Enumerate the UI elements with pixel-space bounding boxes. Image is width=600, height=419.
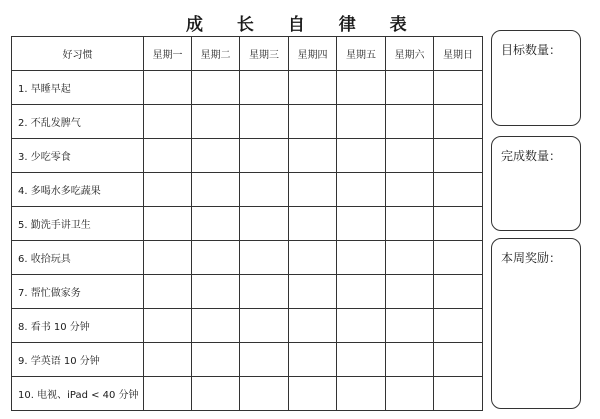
check-cell-mon[interactable]	[144, 71, 192, 105]
check-cell-sat[interactable]	[386, 241, 434, 275]
check-cell-sat[interactable]	[386, 71, 434, 105]
completed-count-box	[491, 136, 581, 231]
check-cell-mon[interactable]	[144, 241, 192, 275]
habit-row	[12, 71, 483, 105]
weekly-reward-label: 本周奖励：	[501, 251, 562, 265]
habit-row	[12, 105, 483, 139]
day-header-sat: 星期六	[386, 37, 434, 71]
check-cell-tue[interactable]	[192, 105, 240, 139]
check-cell-tue[interactable]	[192, 377, 240, 411]
check-cell-thu[interactable]	[289, 173, 337, 207]
check-cell-sun[interactable]	[434, 343, 483, 377]
check-cell-sun[interactable]	[434, 139, 483, 173]
habit-row	[12, 241, 483, 275]
check-cell-sat[interactable]	[386, 173, 434, 207]
check-cell-thu[interactable]	[289, 207, 337, 241]
day-header-wed: 星期三	[240, 37, 289, 71]
check-cell-thu[interactable]	[289, 309, 337, 343]
check-cell-sat[interactable]	[386, 105, 434, 139]
weekly-reward-box	[491, 238, 581, 409]
check-cell-tue[interactable]	[192, 139, 240, 173]
completed-count-label: 完成数量：	[501, 149, 562, 163]
check-cell-sun[interactable]	[434, 173, 483, 207]
check-cell-wed[interactable]	[240, 241, 289, 275]
habit-row	[12, 309, 483, 343]
check-cell-wed[interactable]	[240, 71, 289, 105]
check-cell-wed[interactable]	[240, 343, 289, 377]
habit-label: 7. 帮忙做家务	[12, 275, 144, 309]
check-cell-fri[interactable]	[337, 275, 386, 309]
check-cell-sat[interactable]	[386, 377, 434, 411]
check-cell-fri[interactable]	[337, 343, 386, 377]
habit-row	[12, 207, 483, 241]
check-cell-fri[interactable]	[337, 71, 386, 105]
day-header-sun: 星期日	[434, 37, 483, 71]
check-cell-sun[interactable]	[434, 105, 483, 139]
check-cell-wed[interactable]	[240, 105, 289, 139]
habit-label: 9. 学英语 10 分钟	[12, 343, 144, 377]
habit-label: 8. 看书 10 分钟	[12, 309, 144, 343]
day-header-fri: 星期五	[337, 37, 386, 71]
check-cell-fri[interactable]	[337, 173, 386, 207]
check-cell-thu[interactable]	[289, 377, 337, 411]
check-cell-sat[interactable]	[386, 139, 434, 173]
habit-label: 5. 勤洗手讲卫生	[12, 207, 144, 241]
check-cell-mon[interactable]	[144, 105, 192, 139]
habit-label: 4. 多喝水多吃蔬果	[12, 173, 144, 207]
check-cell-sun[interactable]	[434, 377, 483, 411]
check-cell-tue[interactable]	[192, 241, 240, 275]
habit-label: 2. 不乱发脾气	[12, 105, 144, 139]
target-count-box	[491, 30, 581, 126]
check-cell-mon[interactable]	[144, 173, 192, 207]
habit-table-body	[12, 71, 483, 411]
habit-row	[12, 343, 483, 377]
check-cell-fri[interactable]	[337, 309, 386, 343]
check-cell-sun[interactable]	[434, 275, 483, 309]
check-cell-mon[interactable]	[144, 309, 192, 343]
check-cell-thu[interactable]	[289, 105, 337, 139]
check-cell-fri[interactable]	[337, 377, 386, 411]
check-cell-wed[interactable]	[240, 377, 289, 411]
check-cell-fri[interactable]	[337, 207, 386, 241]
habit-label: 3. 少吃零食	[12, 139, 144, 173]
check-cell-wed[interactable]	[240, 309, 289, 343]
check-cell-tue[interactable]	[192, 309, 240, 343]
check-cell-sun[interactable]	[434, 241, 483, 275]
check-cell-thu[interactable]	[289, 343, 337, 377]
habit-row	[12, 139, 483, 173]
habit-column-header: 好习惯	[12, 37, 144, 71]
check-cell-mon[interactable]	[144, 343, 192, 377]
habit-label: 1. 早睡早起	[12, 71, 144, 105]
check-cell-mon[interactable]	[144, 275, 192, 309]
check-cell-sat[interactable]	[386, 309, 434, 343]
check-cell-mon[interactable]	[144, 139, 192, 173]
check-cell-sun[interactable]	[434, 207, 483, 241]
check-cell-fri[interactable]	[337, 241, 386, 275]
habit-row	[12, 173, 483, 207]
check-cell-thu[interactable]	[289, 139, 337, 173]
check-cell-sun[interactable]	[434, 309, 483, 343]
habit-table	[11, 36, 483, 411]
check-cell-thu[interactable]	[289, 241, 337, 275]
check-cell-wed[interactable]	[240, 139, 289, 173]
check-cell-wed[interactable]	[240, 207, 289, 241]
check-cell-sat[interactable]	[386, 207, 434, 241]
check-cell-wed[interactable]	[240, 275, 289, 309]
check-cell-fri[interactable]	[337, 105, 386, 139]
target-count-label: 目标数量：	[501, 43, 562, 57]
day-header-tue: 星期二	[192, 37, 240, 71]
check-cell-wed[interactable]	[240, 173, 289, 207]
day-header-thu: 星期四	[289, 37, 337, 71]
header-row	[12, 37, 483, 71]
habit-label: 6. 收拾玩具	[12, 241, 144, 275]
check-cell-thu[interactable]	[289, 71, 337, 105]
check-cell-sun[interactable]	[434, 71, 483, 105]
habit-row	[12, 377, 483, 411]
habit-label: 10. 电视、iPad < 40 分钟	[12, 377, 144, 411]
check-cell-tue[interactable]	[192, 173, 240, 207]
check-cell-thu[interactable]	[289, 275, 337, 309]
check-cell-tue[interactable]	[192, 275, 240, 309]
habit-row	[12, 275, 483, 309]
day-header-mon: 星期一	[144, 37, 192, 71]
check-cell-mon[interactable]	[144, 207, 192, 241]
check-cell-tue[interactable]	[192, 207, 240, 241]
check-cell-mon[interactable]	[144, 377, 192, 411]
check-cell-sat[interactable]	[386, 275, 434, 309]
page-title: 成 长 自 律 表	[186, 15, 421, 35]
check-cell-tue[interactable]	[192, 343, 240, 377]
check-cell-tue[interactable]	[192, 71, 240, 105]
check-cell-sat[interactable]	[386, 343, 434, 377]
check-cell-fri[interactable]	[337, 139, 386, 173]
